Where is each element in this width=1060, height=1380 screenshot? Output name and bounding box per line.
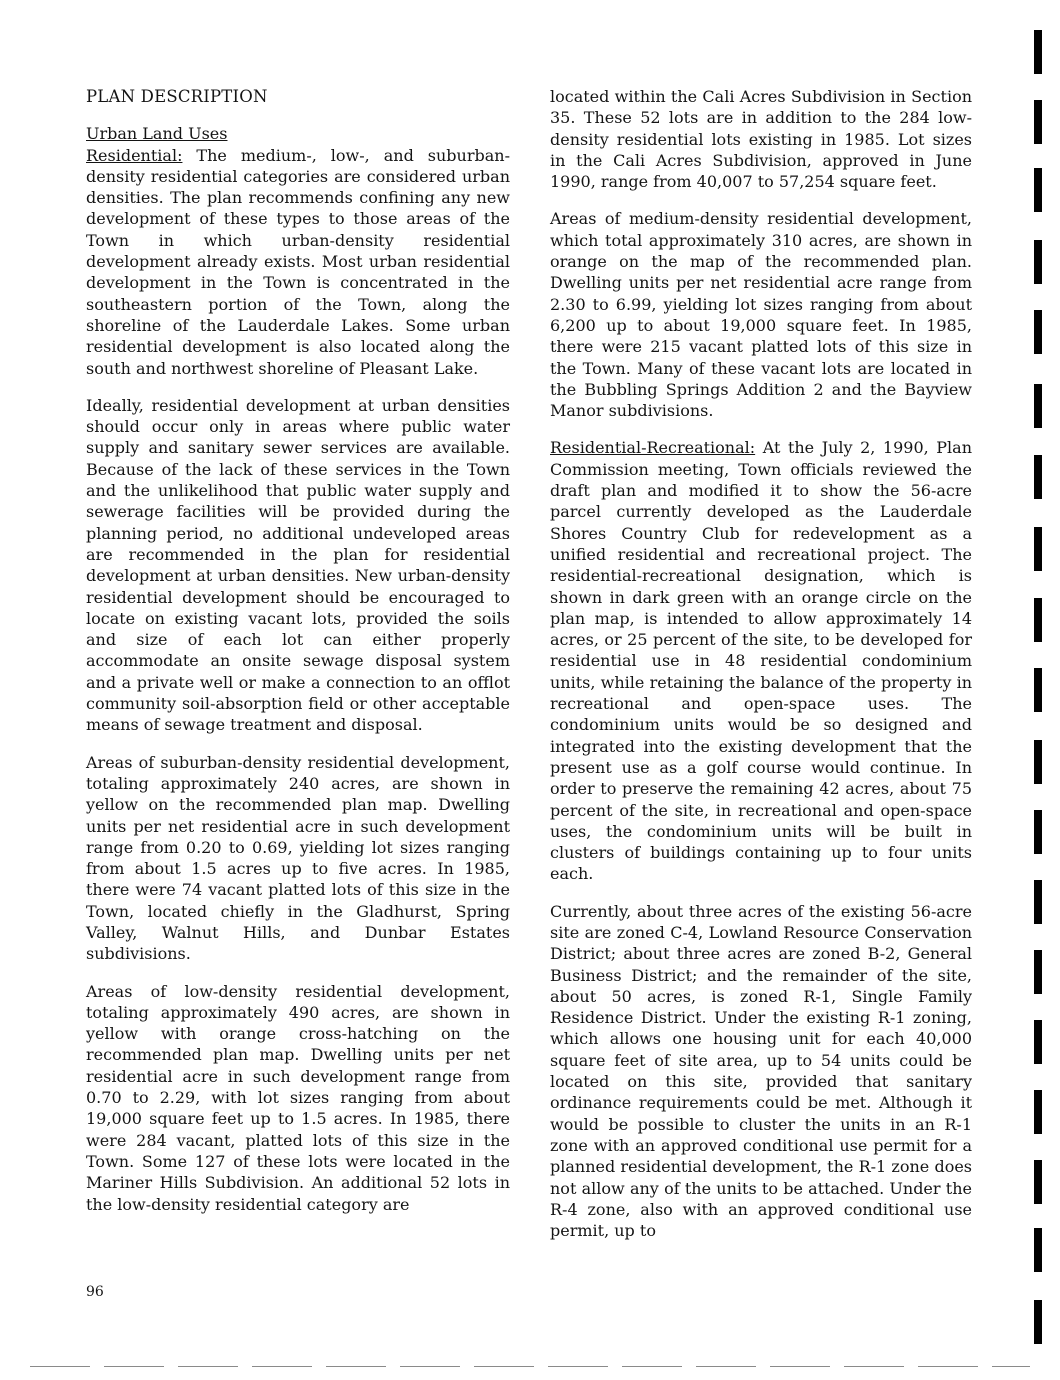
edge-mark [1034, 168, 1042, 212]
residential-paragraph [86, 145, 510, 379]
edge-mark [1034, 1020, 1042, 1064]
zoning-paragraph: Currently, about three acres of the existing 56-acre site are zoned C-4, Lowland Resource Conservation District; about three acres are zoned B-2, General Business District; and the remainder of the site, about 50 acres, is zoned R-1, Single Family Residence District. Under the existing R-1 zoning, which allows one housing unit for each 40,000 square feet of site area, up to 54 units could be located on this site, provided that sanitary ordinance requirements could be met. Although it would be possible to cluster the units in an R-1 zone with an approved conditional use permit for a planned residential development, the R-1 zone does not allow any of the units to be attached. Under the R-4 zone, also with an approved conditional use permit, up to [550, 901, 972, 1241]
page-heading: PLAN DESCRIPTION [86, 87, 268, 106]
edge-mark [1034, 880, 1042, 924]
binding-edge-marks [1034, 0, 1044, 1380]
edge-mark [1034, 598, 1042, 642]
edge-mark [1034, 384, 1042, 428]
cali-acres-paragraph: located within the Cali Acres Subdivision in Section 35. These 52 lots are in addition to the 284 low-density residential lots existing in 1985. Lot sizes in the Cali Acres Subdivision, approved in June 1990, range from 40,007 to 57,254 square feet. [550, 87, 972, 192]
residential-label: Residential: [86, 145, 183, 165]
low-density-paragraph: Areas of low-density residential development, totaling approximately 490 acres, are shown in yellow with orange cross-hatching on the recommended plan map. Dwelling units per net residential acre in such development range from 0.70 to 2.29, with lot sizes ranging from about 19,000 square feet up to 1.5 acres. In 1985, there were 284 vacant, platted lots of this size in the Town. Some 127 of these lots were located in the Mariner Hills Subdivision. An additional 52 lots in the low-density residential category are [86, 981, 510, 1214]
section-subheading: Urban Land Uses [86, 124, 228, 144]
edge-mark [1034, 240, 1042, 284]
residential-paragraph-text: The medium-, low-, and suburban-density residential categories are considered urban densities. The plan recommends confining any new development of these types to those areas of the Town in which urban-density residential development already exists. Most urban residential development in the Town is concentrated in the southeastern portion of the Town, along the shoreline of the Lauderdale Lakes. Some urban residential development is also located along the south and northwest shoreline of Pleasant Lake. [86, 145, 510, 378]
residential-recreational-text: At the July 2, 1990, Plan Commission meeting, Town officials reviewed the draft plan and modified it to show the 56-acre parcel currently developed as the Lauderdale Shores Country Club for redevelopment as a unified residential and recreational project. The residential-recreational designation, which is shown in dark green with an orange circle on the plan map, is intended to allow approximately 14 acres, or 25 percent of the site, to be developed for residential use in 48 residential condominium units, while retaining the balance of the property in recreational and open-space uses. The condominium units would be so designed and integrated into the existing development that the present use as a golf course would continue. In order to preserve the remaining 42 acres, about 75 percent of the site, in recreational and open-space uses, the condominium units will be built in clusters of buildings containing up to four units each. [550, 438, 972, 884]
page-number: 96 [86, 1284, 104, 1300]
residential-recreational-label: Residential-Recreational: [550, 438, 756, 458]
urban-density-paragraph: Ideally, residential development at urban densities should occur only in areas where public water supply and sanitary sewer services are available. Because of the lack of these services in the Town and the unlikelihood that public water supply and sewerage facilities will be provided during the planning period, no additional undeveloped areas are recommended in the plan for residential development at urban densities. New urban-density residential development should be encouraged to locate on existing vacant lots, provided the soils and size of each lot can either properly accommodate an onsite sewage disposal system and a private well or make a connection to an offlot community soil-absorption field or other acceptable means of sewage treatment and disposal. [86, 395, 510, 735]
edge-mark [1034, 668, 1042, 712]
edge-mark [1034, 1300, 1042, 1344]
right-column [550, 86, 972, 1257]
edge-mark [1034, 100, 1042, 144]
edge-mark [1034, 1160, 1042, 1204]
bottom-scan-rule [30, 1366, 1030, 1367]
edge-mark [1034, 810, 1042, 854]
suburban-density-paragraph: Areas of suburban-density residential development, totaling approximately 240 acres, are shown in yellow on the recommended plan map. Dwelling units per net residential acre in such development range from 0.20 to 0.69, yielding lot sizes ranging from about 1.5 acres up to five acres. In 1985, there were 74 vacant platted lots of this size in the Town, located chiefly in the Gladhurst, Spring Valley, Walnut Hills, and Dunbar Estates subdivisions. [86, 752, 510, 964]
edge-mark [1034, 527, 1042, 571]
edge-mark [1034, 1228, 1042, 1272]
edge-mark [1034, 310, 1042, 354]
left-column [86, 86, 510, 1231]
medium-density-paragraph: Areas of medium-density residential development, which total approximately 310 acres, are shown in orange on the map of the recommended plan. Dwelling units per net residential acre range from 2.30 to 6.99, yielding lot sizes ranging from about 6,200 up to about 19,000 square feet. In 1985, there were 215 vacant platted lots of this size in the Town. Many of these vacant lots are located in the Bubbling Springs Addition 2 and the Bayview Manor subdivisions. [550, 209, 972, 421]
edge-mark [1034, 455, 1042, 499]
edge-mark [1034, 950, 1042, 994]
edge-mark [1034, 1090, 1042, 1134]
residential-recreational-paragraph [550, 437, 972, 884]
edge-mark [1034, 740, 1042, 784]
edge-mark [1034, 30, 1042, 74]
